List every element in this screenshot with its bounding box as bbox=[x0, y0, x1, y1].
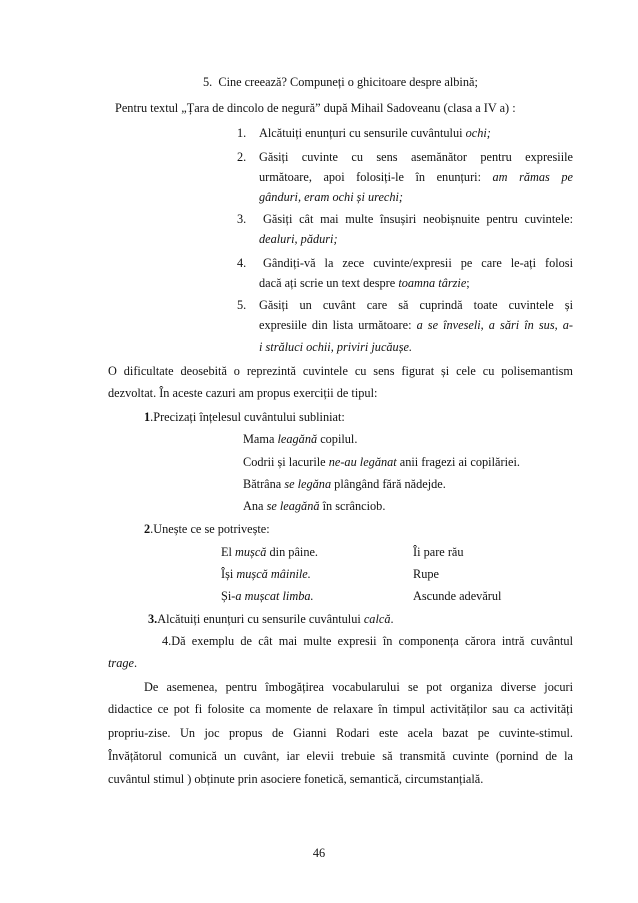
list-item-5-line-1: Găsiți un cuvânt care să cuprindă toate cuvintele și bbox=[259, 298, 573, 312]
list-item-1: Alcătuiți enunțuri cu sensurile cuvântului ochi; bbox=[259, 126, 491, 140]
list-item-5-line-3: i străluci ochii, priviri jucăușe. bbox=[259, 340, 413, 354]
list-number-5: 5. bbox=[237, 298, 247, 312]
exercise-1-row-3: Bătrâna se legăna plângând fără nădejde. bbox=[243, 477, 446, 491]
exercise-2-left-3: Și-a mușcat limba. bbox=[221, 589, 314, 603]
list-number-4: 4. bbox=[237, 256, 247, 270]
exercise-4-line-1: 4.Dă exemplu de cât mai multe expresii în componența cărora intră cuvântul bbox=[162, 634, 573, 648]
list-item-5: 5. Cine creează? Compuneți o ghicitoare despre albină; bbox=[203, 75, 478, 89]
paragraph-2-line-3: propriu-zise. Un joc propus de Gianni Rodari este acela bazat pe cuvinte-stimul. bbox=[108, 726, 573, 740]
paragraph-2-line-1: De asemenea, pentru îmbogățirea vocabularului se pot organiza diverse jocuri bbox=[144, 680, 573, 694]
exercise-1-heading: 1.Precizați înțelesul cuvântului subliniat: bbox=[144, 410, 345, 424]
exercise-2-left-2: Își mușcă mâinile. bbox=[221, 567, 311, 581]
list-number-1: 1. bbox=[237, 126, 247, 140]
exercise-2-left-1: El mușcă din pâine. bbox=[221, 545, 319, 559]
list-item-2-line-2: următoare, apoi folosiți-le în enunțuri: am rămas pe bbox=[259, 170, 573, 184]
exercise-4-line-2: trage. bbox=[108, 656, 138, 670]
list-item-3-line-2: dealuri, păduri; bbox=[259, 232, 338, 246]
paragraph-2-line-5: cuvântul stimul ) obținute prin asociere fonetică, semantică, circumstanțială. bbox=[108, 772, 484, 786]
page-number: 46 bbox=[312, 846, 326, 860]
list-item-2-line-3: gânduri, eram ochi și urechi; bbox=[259, 190, 404, 204]
paragraph-2-line-2: didactice ce pot fi folosite ca momente de relaxare în timpul activităților sau ca activități bbox=[108, 702, 573, 716]
exercise-2-right-2: Rupe bbox=[413, 567, 439, 581]
paragraph-1-line-1: O dificultate deosebită o reprezintă cuvintele cu sens figurat și cele cu polisemantism bbox=[108, 364, 573, 378]
list-item-4-line-1: Gândiți-vă la zece cuvinte/expresii pe care le-ați folosi bbox=[263, 256, 573, 270]
intro-line: Pentru textul „Țara de dincolo de negură” după Mihail Sadoveanu (clasa a IV a) : bbox=[115, 101, 516, 115]
list-number-2: 2. bbox=[237, 150, 247, 164]
exercise-2-right-3: Ascunde adevărul bbox=[413, 589, 502, 603]
exercise-1-row-1: Mama leagănă copilul. bbox=[243, 432, 358, 446]
paragraph-1-line-2: dezvoltat. În aceste cazuri am propus exerciții de tipul: bbox=[108, 386, 378, 400]
exercise-1-row-4: Ana se leagănă în scrânciob. bbox=[243, 499, 386, 513]
list-number-3: 3. bbox=[237, 212, 247, 226]
exercise-2-right-1: Îi pare rău bbox=[413, 545, 464, 559]
list-item-3-line-1: Găsiți cât mai multe însușiri neobișnuite pentru cuvintele: bbox=[263, 212, 573, 226]
list-item-4-line-2: dacă ați scrie un text despre toamna târzie; bbox=[259, 276, 470, 290]
list-item-2-line-1: Găsiți cuvinte cu sens asemănător pentru expresiile bbox=[259, 150, 573, 164]
paragraph-2-line-4: Învățătorul comunică un cuvânt, iar elevii trebuie să transmită cuvinte (pornind de la bbox=[108, 749, 573, 763]
exercise-2-heading: 2.Unește ce se potrivește: bbox=[144, 522, 270, 536]
list-item-5-line-2: expresiile din lista următoare: a se înveseli, a sări în sus, a- bbox=[259, 318, 573, 332]
exercise-3-heading: 3.Alcătuiți enunțuri cu sensurile cuvântului calcă. bbox=[148, 612, 394, 626]
exercise-1-row-2: Codrii și lacurile ne-au legănat anii fragezi ai copilăriei. bbox=[243, 455, 520, 469]
